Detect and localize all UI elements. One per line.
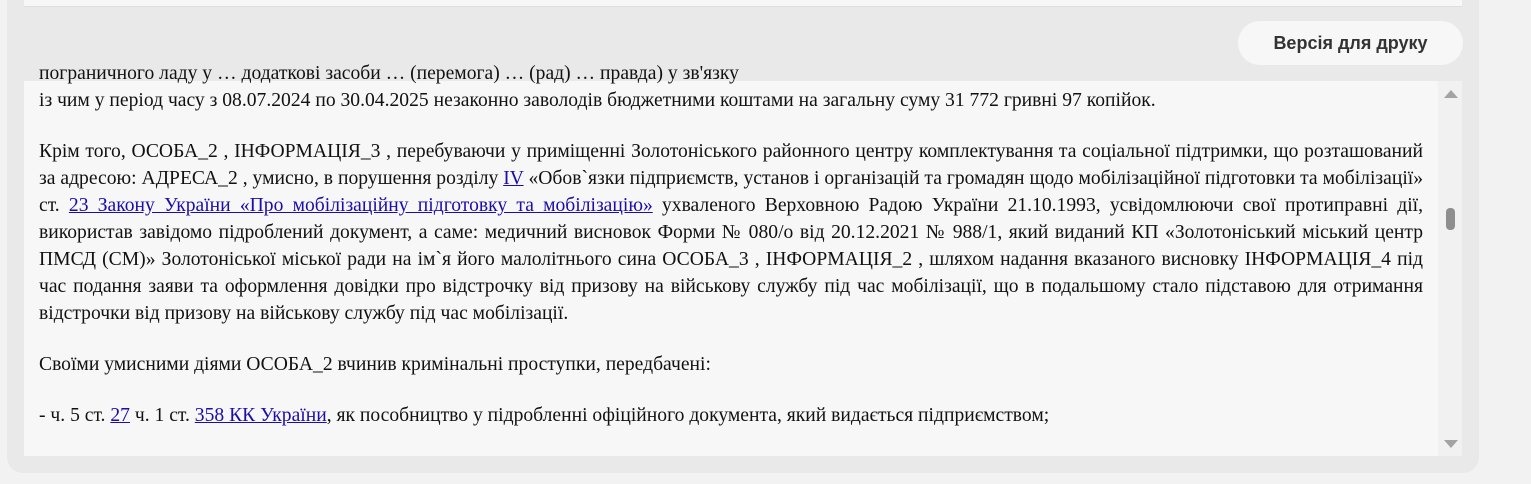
document-viewport[interactable] — [24, 63, 1462, 456]
paragraph-2: Своїми умисними діями ОСОБА_2 вчинив кримінальні проступки, передбачені: — [39, 354, 711, 375]
section-iv-link[interactable]: IV — [503, 168, 524, 189]
paragraph-1 — [39, 138, 1423, 327]
paragraph-0-text: із чим у період часу з 08.07.2024 по 30.04.2025 незаконно заволодів бюджетними коштами на загальну суму 31 772 гривні 97 копійок. — [39, 90, 1156, 111]
vertical-scrollbar[interactable] — [1438, 81, 1462, 456]
arrow-up-icon[interactable] — [1444, 90, 1458, 98]
article-27-link[interactable]: 27 — [110, 405, 130, 426]
paragraph-1-text-b: «Обов`язки підприємств, установ і організацій та громадян щодо мобілізаційної підготовки та мобілізації» ст. — [39, 168, 1424, 216]
paragraph-3-text-b: ч. 1 ст. — [129, 405, 195, 426]
paragraph-0 — [39, 60, 1423, 114]
paragraph-3-text-a: - ч. 5 ст. — [39, 405, 111, 426]
paragraph-3-text-c: , як пособництво у підробленні офіційного документа, який видається підприємством; — [326, 405, 1050, 426]
cut-off-text-line: пограничного ладу у … додаткові засоби … (перемога) … (рад) … правда) у зв'язку — [39, 63, 739, 84]
paragraph-3 — [39, 402, 1423, 429]
print-version-button[interactable]: Версія для друку — [1238, 21, 1463, 65]
scrollbar-thumb[interactable] — [1446, 208, 1455, 230]
top-content-strip — [24, 0, 1462, 7]
arrow-down-icon[interactable] — [1444, 440, 1458, 448]
criminal-code-358-link[interactable]: 358 КК України — [194, 405, 327, 426]
mobilization-law-link[interactable]: 23 Закону України «Про мобілізаційну підготовку та мобілізацію» — [68, 195, 653, 216]
paragraph-1-text-c: ухваленого Верховною Радою України 21.10.1993, усвідомлюючи свої протиправні дії, використав завідомо підроблений документ, а саме: медичний висновок Форми № 080/о від 20.12.2021 № 988/1, який виданий КП «Золотоніський міський центр ПМСД (СМ)» Золотоніської міської ради на ім`я його малолітнього сина ОСОБА_3 , ІНФОРМАЦІЯ_2 , шляхом надання вказаного висновку ІНФОРМАЦІЯ_4 під час подання заяви та оформлення довідки про відстрочку від призову на військову службу під час мобілізації, що в подальшому стало підставою для отримання відстрочки від призову на військову службу під час мобілізації. — [39, 195, 1423, 324]
paragraph-1-text-a: Крім того, ОСОБА_2 , ІНФОРМАЦІЯ_3 , перебуваючи у приміщенні Золотоніського районного центру комплектування та соціальної підтримки, що розташований за адресою: АДРЕСА_2 , умисно, в порушення розділу — [39, 141, 1423, 189]
document-text — [39, 60, 1423, 453]
